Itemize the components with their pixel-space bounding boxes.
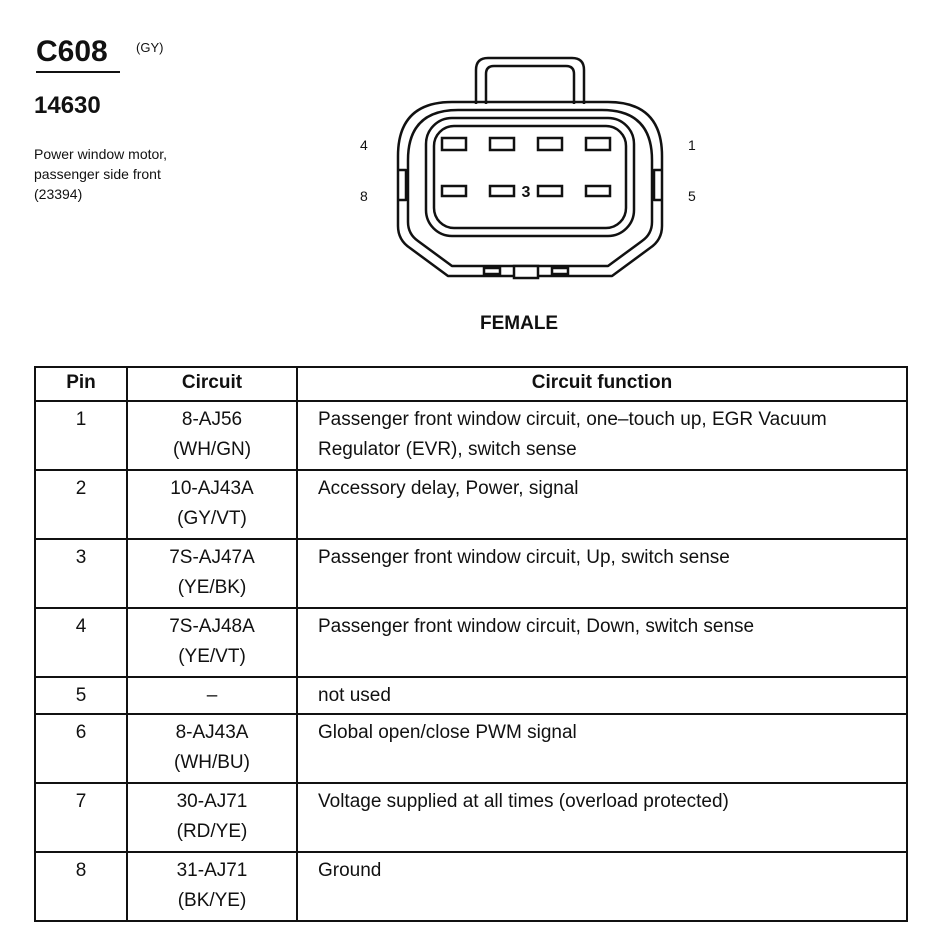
connector-gender-label: FEMALE <box>480 313 559 334</box>
circuit-code: 7S-AJ47A <box>169 547 255 568</box>
circuit-cell <box>127 608 297 677</box>
table-header-row <box>35 367 907 401</box>
circuit-cell <box>127 401 297 470</box>
circuit-code: – <box>206 685 218 706</box>
circuit-code: 31-AJ71 <box>176 860 248 881</box>
cavity-pin-4 <box>442 138 466 150</box>
cavity-label: 3 <box>521 184 531 201</box>
header-pin: Pin <box>35 367 127 401</box>
part-number: 14630 <box>34 92 101 119</box>
cavity-pin-3 <box>490 138 514 150</box>
connector-color-code: (GY) <box>136 40 164 55</box>
circuit-cell <box>127 714 297 783</box>
cavity-pin-2 <box>538 138 562 150</box>
pin-field-outline <box>426 118 634 236</box>
table-row <box>35 608 907 677</box>
pin-cell: 1 <box>35 401 127 470</box>
function-cell: not used <box>297 677 907 714</box>
function-cell: Passenger front window circuit, Up, switch sense <box>297 539 907 608</box>
pin-cell: 3 <box>35 539 127 608</box>
table-row <box>35 401 907 470</box>
wire-color: (GY/VT) <box>177 508 247 529</box>
connector-face-diagram <box>380 50 680 295</box>
circuit-code: 7S-AJ48A <box>169 616 255 637</box>
wire-color: (WH/BU) <box>174 752 250 773</box>
table-row <box>35 470 907 539</box>
circuit-cell <box>127 539 297 608</box>
bottom-vent-right <box>552 268 568 274</box>
circuit-code: 8-AJ43A <box>175 722 249 743</box>
pin-cell: 6 <box>35 714 127 783</box>
bottom-vent-center <box>514 266 538 278</box>
circuit-code: 8-AJ56 <box>181 409 243 430</box>
pin-cell: 5 <box>35 677 127 714</box>
function-cell: Voltage supplied at all times (overload protected) <box>297 783 907 852</box>
wire-color: (BK/YE) <box>177 890 247 911</box>
header-function: Circuit function <box>297 367 907 401</box>
table-row <box>35 714 907 783</box>
function-cell: Accessory delay, Power, signal <box>297 470 907 539</box>
bottom-vent-left <box>484 268 500 274</box>
circuit-cell <box>127 677 297 714</box>
pin-cell: 4 <box>35 608 127 677</box>
table-row <box>35 783 907 852</box>
wire-color: (YE/BK) <box>177 577 247 598</box>
circuit-cell <box>127 783 297 852</box>
function-cell: Passenger front window circuit, one–touch up, EGR Vacuum Regulator (EVR), switch sense <box>297 401 907 470</box>
pin-cell: 2 <box>35 470 127 539</box>
pin-label-bottom-left: 8 <box>360 188 368 204</box>
table-row <box>35 852 907 921</box>
table-row <box>35 539 907 608</box>
pin-label-top-right: 1 <box>688 137 696 153</box>
cavity-pin-6 <box>538 186 562 196</box>
circuit-code: 10-AJ43A <box>170 478 254 499</box>
wire-color: (YE/VT) <box>178 646 246 667</box>
circuit-code: 30-AJ71 <box>176 791 248 812</box>
connector-description: Power window motor, passenger side front (23394) <box>34 146 168 202</box>
pin-cell: 7 <box>35 783 127 852</box>
function-cell: Passenger front window circuit, Down, switch sense <box>297 608 907 677</box>
cavity-pin-8 <box>442 186 466 196</box>
wire-color: (RD/YE) <box>176 821 248 842</box>
function-cell: Ground <box>297 852 907 921</box>
pinout-table <box>34 366 908 922</box>
pin-label-top-left: 4 <box>360 137 368 153</box>
cavity-pin-7 <box>490 186 514 196</box>
connector-id: C608 <box>36 35 108 68</box>
function-cell: Global open/close PWM signal <box>297 714 907 783</box>
pin-cell: 8 <box>35 852 127 921</box>
connector-id-underline <box>36 71 120 73</box>
circuit-cell <box>127 470 297 539</box>
table-row <box>35 677 907 714</box>
circuit-cell <box>127 852 297 921</box>
cavity-pin-5 <box>586 186 610 196</box>
locking-tab-inner <box>486 66 574 104</box>
header-circuit: Circuit <box>127 367 297 401</box>
wire-color: (WH/GN) <box>172 439 252 460</box>
cavity-pin-1 <box>586 138 610 150</box>
pin-label-bottom-right: 5 <box>688 188 696 204</box>
